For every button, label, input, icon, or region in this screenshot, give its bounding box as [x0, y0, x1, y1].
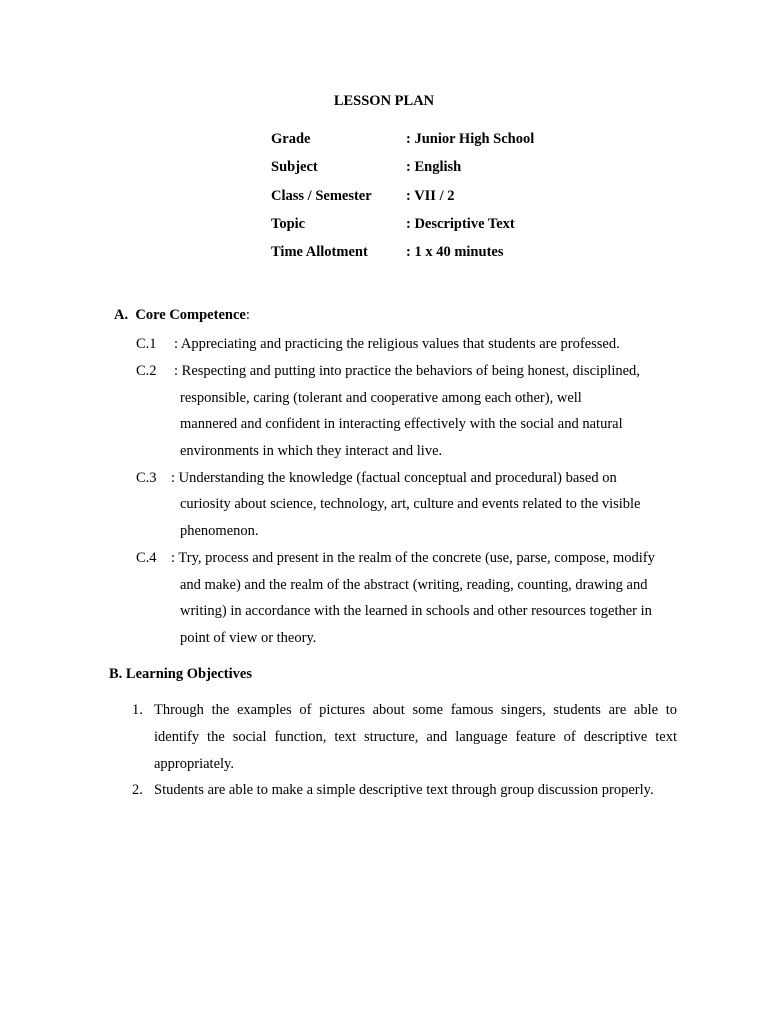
section-a-marker: A.: [114, 307, 129, 323]
competence-c3-line-3: phenomenon.: [180, 523, 259, 539]
document-title: LESSON PLAN: [333, 93, 435, 109]
objective-number-1: 1.: [132, 702, 143, 718]
competence-c2-line-4: environments in which they interact and live.: [180, 443, 443, 459]
section-a-heading: [114, 307, 250, 324]
competence-c4-line-3: writing) in accordance with the learned in schools and other resources together in: [180, 603, 652, 619]
competence-code-c2: C.2: [136, 363, 157, 379]
objective-1-line-2: identify the social function, text structure, and language feature of descriptive text: [154, 729, 677, 745]
info-label: Time Allotment: [271, 244, 368, 261]
competence-c2-line-2: responsible, caring (tolerant and cooperative among each other), well: [180, 390, 582, 406]
info-value: : Junior High School: [406, 131, 535, 147]
info-value: : 1 x 40 minutes: [406, 244, 504, 261]
info-label: Topic: [271, 215, 306, 232]
section-a-title: Core Competence: [135, 307, 246, 323]
info-value: : Descriptive Text: [406, 215, 515, 232]
section-b-heading: B. Learning Objectives: [109, 666, 252, 682]
competence-c4-line-4: point of view or theory.: [180, 630, 317, 646]
competence-code-c1: C.1: [136, 336, 157, 352]
objective-2-line-1: Students are able to make a simple descriptive text through group discussion properly.: [154, 782, 654, 798]
objective-number-2: 2.: [132, 782, 143, 798]
competence-c3-line-2: curiosity about science, technology, art, culture and events related to the visible: [180, 496, 641, 512]
info-value: : VII / 2: [406, 187, 455, 204]
info-label: Class / Semester: [271, 187, 372, 204]
competence-c2-line-1: : Respecting and putting into practice the behaviors of being honest, disciplined,: [174, 363, 640, 379]
objective-1-line-1: Through the examples of pictures about some famous singers, students are able to: [154, 702, 677, 718]
competence-c4-line-2: and make) and the realm of the abstract (writing, reading, counting, drawing and: [180, 577, 648, 593]
competence-code-c3: C.3: [136, 470, 157, 486]
info-label: Subject: [271, 159, 318, 176]
competence-c2-line-3: mannered and confident in interacting effectively with the social and natural: [180, 416, 623, 432]
competence-c1-line-1: : Appreciating and practicing the religious values that students are professed.: [174, 336, 620, 352]
competence-c3-line-1: : Understanding the knowledge (factual conceptual and procedural) based on: [171, 470, 617, 486]
competence-code-c4: C.4: [136, 550, 157, 566]
info-label: Grade: [271, 131, 311, 147]
competence-c4-line-1: : Try, process and present in the realm of the concrete (use, parse, compose, modify: [171, 550, 655, 566]
section-a-colon: :: [245, 307, 250, 323]
objective-1-line-3: appropriately.: [154, 756, 234, 772]
info-value: : English: [406, 159, 462, 176]
